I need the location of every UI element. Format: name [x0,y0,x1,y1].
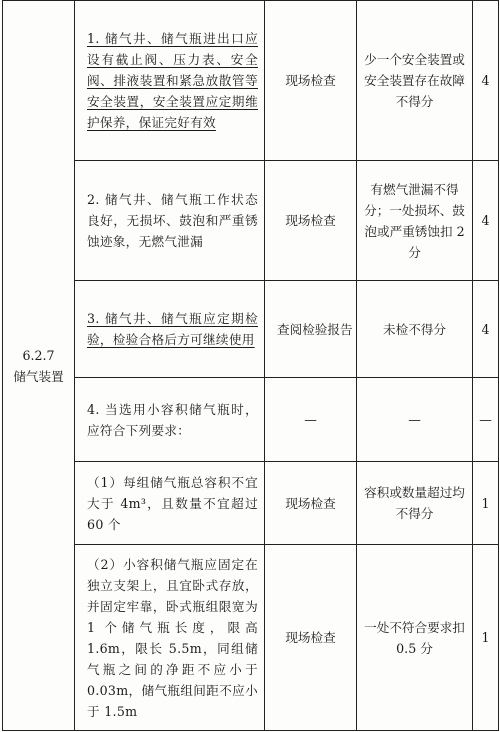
method-cell: 现场检查 [265,462,357,545]
requirement-cell [75,1,265,161]
item-cell [3,1,75,731]
table-row [3,1,499,161]
score-cell: 1 [473,462,499,545]
table-row [3,378,499,462]
method-cell: 现场检查 [265,545,357,731]
requirement-text: 3. 储气井、储气瓶应定期检验，检验合格后方可继续使用 [87,311,258,347]
table-row [3,462,499,545]
criteria-cell: 一处不符合要求扣 0.5 分 [357,545,473,731]
method-cell: 现场检查 [265,161,357,281]
method-cell: — [265,378,357,462]
score-cell: 4 [473,161,499,281]
table-row [3,161,499,281]
criteria-cell: 未检不得分 [357,281,473,378]
score-cell: — [473,378,499,462]
score-cell: 4 [473,281,499,378]
requirement-text: 4. 当选用小容积储气瓶时，应符合下列要求： [87,401,258,438]
criteria-cell: — [357,378,473,462]
item-name: 储气装置 [13,368,64,384]
criteria-cell: 有燃气泄漏不得分；一处损坏、鼓泡或严重锈蚀扣 2 分 [357,161,473,281]
table-row [3,281,499,378]
method-cell: 查阅检验报告 [265,281,357,378]
requirement-cell [75,281,265,378]
requirement-text: （1）每组储气瓶总容积不宜大于 4m³，且数量不宜超过 60 个 [87,474,258,532]
requirement-text: 2. 储气井、储气瓶工作状态良好，无损坏、鼓泡和严重锈蚀迹象，无燃气泄漏 [87,192,258,249]
score-cell: 1 [473,545,499,731]
requirement-cell [75,378,265,462]
criteria-cell: 容积或数量超过均不得分 [357,462,473,545]
safety-inspection-table [2,0,499,731]
method-cell: 现场检查 [265,1,357,161]
criteria-cell: 少一个安全装置或安全装置存在故障不得分 [357,1,473,161]
table-row [3,545,499,731]
requirement-cell [75,545,265,731]
requirement-cell [75,462,265,545]
score-cell: 4 [473,1,499,161]
requirement-text: 1. 储气井、储气瓶进出口应设有截止阀、压力表、安全阀、排液装置和紧急放散管等安全装置，安全装置应定期维护保养，保证完好有效 [87,31,258,130]
requirement-text: （2）小容积储气瓶应固定在独立支架上，且宜卧式存放，并固定牢靠，卧式瓶组限宽为 1 个储气瓶长度，限高 1.6m，限长 5.5m，同组储气瓶之间的净距不应小于 0.03m，储气瓶组间距不应小于 1.5m [87,557,258,719]
requirement-cell [75,161,265,281]
item-code: 6.2.7 [22,347,55,363]
